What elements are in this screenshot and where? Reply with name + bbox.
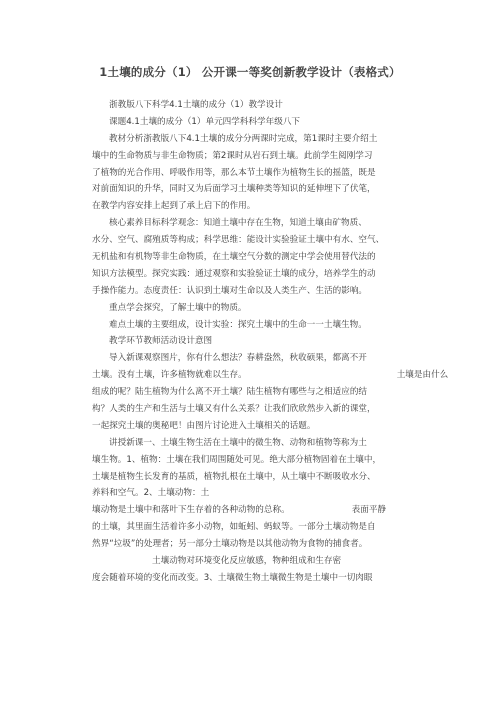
text-line [92, 181, 436, 198]
text-line-content: 壤生物。1、植物：土壤在我们周围随处可见。绝大部分植物固着在土壤中， [92, 454, 382, 465]
text-line-content: 讲授新课一、土壤生物生活在土壤中的微生物、动物和植物等称为土 [109, 437, 367, 448]
text-line [92, 266, 436, 283]
text-line [92, 300, 436, 317]
text-line-content: 土壤。没有土壤，许多植物就难以生存。 [92, 370, 247, 381]
text-line [92, 165, 436, 182]
text-line [92, 536, 436, 553]
text-line-content: 水分、空气、腐殖质等构成；科学思维：能设计实验验证土壤中有水、空气、 [92, 235, 385, 246]
text-line [92, 97, 436, 114]
text-line [92, 131, 436, 148]
text-line-tail: 表面平静 [351, 505, 387, 516]
text-line [92, 401, 436, 418]
text-line [92, 317, 436, 334]
text-line [92, 114, 436, 131]
text-line [92, 435, 436, 452]
document-title: 1土壤的成分（1） 公开课一等奖创新教学设计（表格式） [99, 65, 401, 79]
text-line-content: 构？人类的生产和生活与土壤又有什么关系？让我们欣欣然步入新的课堂， [92, 404, 376, 415]
text-line-tail: 土壤动物对环境变化反应敏感，物种组成和生存密 [152, 556, 342, 567]
text-line [92, 519, 436, 536]
text-line [92, 198, 436, 215]
text-line [92, 249, 436, 266]
text-line-content: 浙教版八下科学4.1土壤的成分（1）教学设计 [109, 100, 283, 110]
text-line [92, 350, 436, 367]
text-line-content: 无机盐和有机物等非生命物质，在土壤空气分数的测定中学会使用替代法的 [92, 252, 376, 263]
text-line-content: 的土壤，其里面生活着许多小动物，如蚯蚓、蚂蚁等。一部分土壤动物是自 [92, 522, 376, 533]
text-line-content: 了植物的光合作用、呼吸作用等，那么本节土壤作为植物生长的摇篮，既是 [92, 167, 376, 178]
document-body [92, 97, 449, 587]
text-line [92, 570, 436, 587]
text-line-content: 教学环节教师活动设计意图 [109, 336, 213, 347]
text-line [92, 485, 436, 502]
text-line [92, 333, 436, 350]
text-line-content: 度会随着环境的变化而改变。3、土壤微生物土壤微生物是土壤中一切肉眼 [92, 572, 373, 583]
text-line-content: 土壤是植物生长发育的基质，植物扎根在土壤中，从土壤中不断吸收水分、 [92, 471, 376, 482]
text-line-content: 养料和空气。2、土壤动物：土 [92, 488, 210, 499]
text-line [92, 232, 436, 249]
text-line [92, 148, 436, 165]
text-line-content: 课题4.1土壤的成分（1）单元四学科科学年级八下 [109, 116, 301, 127]
text-line [92, 469, 436, 486]
text-line [92, 283, 436, 300]
text-line-content: 壤中的生命物质与非生命物质；第2课时从岩石到土壤。此前学生阅刚学习 [92, 150, 373, 161]
text-line [92, 384, 436, 401]
text-line-content: 组成的呢？陆生植物为什么离不开土壤？陆生植物有哪些与之相适应的结 [92, 387, 368, 398]
text-line-content: 在教学内容安排上起到了承上启下的作用。 [92, 201, 256, 212]
text-line [92, 553, 436, 570]
text-line-content: 核心素养目标科学观念：知道土壤中存在生物，知道土壤由矿物质、 [109, 218, 367, 229]
text-line-content: 壤动物是土壤中和落叶下生存着的各种动物的总称。 [92, 505, 290, 516]
text-line-content: 手操作能力。态度责任：认识到土壤对生命以及人类生产、生活的影响。 [92, 285, 368, 296]
text-line [92, 502, 436, 519]
text-line [92, 418, 436, 435]
text-line [92, 452, 436, 469]
text-line-content: 对前面知识的升华，同时又为后面学习土壤种类等知识的延伸埋下了伏笔， [92, 184, 376, 195]
text-line-content: 导入新课观察图片，你有什么想法？春耕盎然，秋收硕果，都离不开 [109, 353, 367, 364]
text-line-content: 教材分析浙教版八下4.1土壤的成分分两课时完成，第1课时主要介绍土 [109, 133, 378, 144]
text-line-content: 知识方法模型。探究实践：通过观察和实验验证土壤的成分，培养学生的动 [92, 268, 376, 279]
text-line-content: 难点土壤的主要组成，设计实验：探究土壤中的生命一一土壤生物。 [109, 319, 367, 330]
text-line-content: 然界“垃圾”的处理者；另一部分土壤动物是以其他动物为食物的捕食者。 [92, 539, 368, 550]
text-line-tail: 土壤是由什么 [396, 370, 449, 381]
text-line [92, 367, 449, 384]
text-line-content: 重点学会探究，了解土壤中的物质。 [109, 302, 247, 313]
text-line [92, 215, 436, 232]
text-line-content: 一起探究土壤的奥秘吧！由图片讨论进入土壤相关的话题。 [92, 420, 316, 431]
